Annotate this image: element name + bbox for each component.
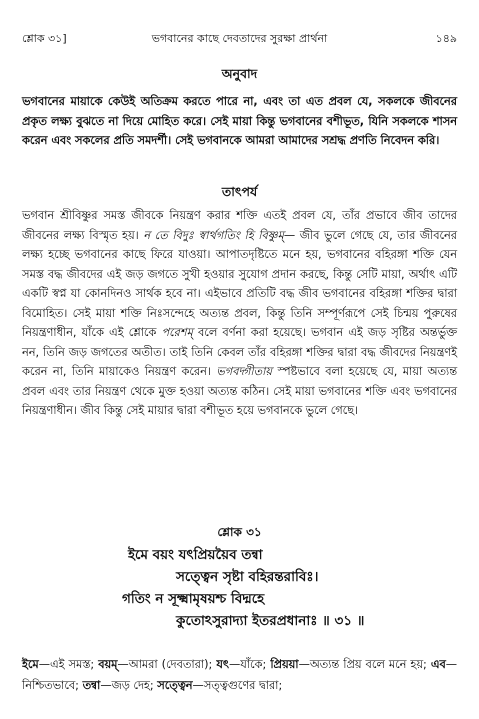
purport-text-1: ভগবান শ্রীবিষ্ণুর সমস্ত জীবকে নিয়ন্ত্রণ করার শক্তি এতই প্রবল যে, তাঁর প্রভাবে জীব তাদের জীবনের লক্ষ্য বিস্মৃত হয়।: [22, 209, 457, 242]
verse-section: [22, 524, 457, 632]
verse-line-3: গতিং ন সূক্ষ্মামৃষয়শ্চ বিদ্মহে: [122, 591, 265, 607]
purport-text: [22, 206, 457, 421]
purport-term: পরেশম্: [161, 326, 193, 339]
page-header: [22, 30, 457, 46]
purport-heading: তাৎপর্য: [221, 184, 258, 199]
purport-text-4: স্পষ্টভাবে বলা হয়েছে যে, মায়া অত্যন্ত প্রবল এবং তার নিয়ন্ত্রণ থেকে মুক্ত হওয়া অত্যন্ত কঠিন। সেই মায়া ভগবানের শক্তি এবং ভগবানের নিয়ন্ত্রণাধীন। জীব কিন্তু সেই মায়ার দ্বারা বশীভূত হয়ে ভগবানকে ভুলে গেছে।: [22, 365, 457, 417]
purport-book-name: ভগবদ্গীতায়: [216, 365, 273, 378]
synonym-meaning: —এই সমস্ত;: [38, 658, 95, 671]
purport-text-3: বলে বর্ণনা করা হয়েছে। ভগবান এই জড় সৃষ্টির অন্তর্ভুক্ত নন, তিনি জড় জগতের অতীত। তাই তিনি কেবল তাঁর বহিরঙ্গা শক্তির দ্বারা বদ্ধ জীবদের নিয়ন্ত্রণই করেন না, তিনি মায়াকেও নিয়ন্ত্রণ করেন।: [22, 326, 457, 378]
purport-section: [22, 184, 457, 421]
synonym-meaning: —যাঁকে;: [228, 658, 267, 671]
verse-heading: শ্লোক ৩১: [217, 525, 262, 539]
synonyms-text: [22, 654, 457, 696]
header-chapter-title: ভগবানের কাছে দেবতাদের সুরক্ষা প্রার্থনা: [151, 32, 328, 45]
synonym-meaning: —অত্যন্ত প্রিয় বলে মনে হয়;: [298, 658, 427, 671]
purport-text-2: — জীব ভুলে গেছে যে, তার জীবনের লক্ষ্য হচ্ছে ভগবানের কাছে ফিরে যাওয়া। আপাতদৃষ্টিতে মনে হয়, ভগবানের বহিরঙ্গা শক্তি যেন সমস্ত বদ্ধ জীবদের এই জড় জগতে সুখী হওয়ার সুযোগ প্রদান করছে, কিন্তু সেটি মায়া, অর্থাৎ এটি একটি স্বপ্ন যা কোনদিনও সার্থক হবে না। এইভাবে প্রতিটি বদ্ধ জীব ভগবানের বহিরঙ্গা শক্তির দ্বারা বিমোহিত। সেই মায়া শক্তি নিঃসন্দেহে অত্যন্ত প্রবল, কিন্তু তিনি সম্পূর্ণরূপে সেই চিন্ময় পুরুষের নিয়ন্ত্রণাধীন, যাঁকে এই শ্লোকে: [22, 228, 458, 339]
synonym-word: এব: [430, 658, 446, 671]
purport-quote: ন তে বিদুঃ স্বার্থগতিং হি বিষ্ণুম্: [143, 228, 284, 242]
translation-text: ভগবানের মায়াকে কেউই অতিক্রম করতে পারে না, এবং তা এত প্রবল যে, সকলকে জীবনের প্রকৃত লক্ষ্য বুঝতে না দিয়ে মোহিত করে। সেই মায়া কিন্তু ভগবানের বশীভূত, যিনি সকলকে শাসন করেন এবং সকলের প্রতি সমদর্শী। সেই ভগবানকে আমরা আমাদের সশ্রদ্ধ প্রণতি নিবেদন করি।: [22, 95, 457, 147]
synonym-meaning: —আমরা (দেবতারা);: [117, 658, 213, 671]
synonym-word: সত্ত্বেন: [157, 679, 193, 692]
translation-heading: অনুবাদ: [221, 66, 258, 81]
synonym-word: তন্বা: [82, 679, 101, 692]
synonym-word: বয়ম্: [98, 658, 118, 671]
synonym-word: যৎ: [216, 658, 229, 671]
synonym-meaning: —সত্ত্বগুণের দ্বারা;: [192, 679, 283, 692]
synonym-word: ইমে: [22, 658, 39, 671]
synonym-meaning: —নিশ্চিতভাবে;: [22, 658, 458, 692]
synonyms-section: [22, 654, 457, 696]
verse-line-1: ইমে বয়ং যৎপ্রিয়য়ৈব তন্বা: [128, 547, 263, 563]
verse-line-2: সত্ত্বেন সৃষ্টা বহিরন্তরাবিঃ।: [176, 569, 319, 585]
synonym-meaning: —জড় দেহ;: [100, 679, 154, 692]
page-number: ১৪৯: [435, 32, 457, 45]
translation-section: [22, 66, 457, 151]
verse-line-4: কুতোঽসুরাদ্যা ইতরপ্রধানাঃ ॥ ৩১ ॥: [176, 613, 365, 629]
synonym-word: প্রিয়য়া: [270, 658, 299, 671]
header-verse-ref: শ্লোক ৩১]: [22, 32, 67, 45]
